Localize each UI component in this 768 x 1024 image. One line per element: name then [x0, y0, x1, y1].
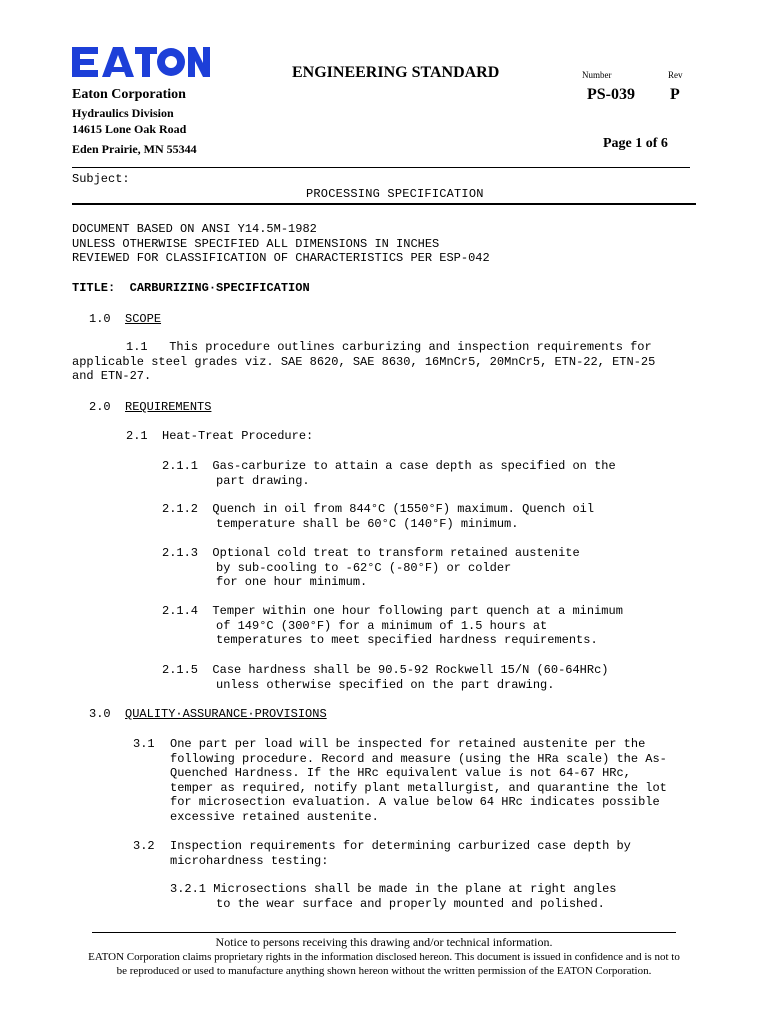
clause-number: 2.1.5: [162, 663, 199, 677]
clause-line: for one hour minimum.: [216, 575, 368, 590]
spec-title: [72, 281, 310, 296]
clause-2-1-1: [162, 459, 616, 488]
footer-divider: [92, 932, 676, 933]
subject-value: PROCESSING SPECIFICATION: [306, 187, 484, 201]
document-type-title: ENGINEERING STANDARD: [292, 64, 500, 81]
header-divider: [72, 167, 690, 168]
clause-line: Quenched Hardness. If the HRc equivalent value is not 64-67 HRc,: [170, 766, 631, 781]
company-address: [72, 105, 197, 157]
footer-notice: Notice to persons receiving this drawing and/or technical information.: [215, 935, 553, 949]
rev-label: Rev: [668, 70, 683, 80]
section-heading-quality: [89, 707, 327, 722]
paragraph-line: This procedure outlines carburizing and inspection requirements for: [169, 340, 652, 354]
clause-line: Inspection requirements for determining carburized case depth by: [170, 839, 631, 853]
clause-2-1-2: [162, 502, 594, 531]
subject-label: Subject:: [72, 172, 130, 186]
division-name: Hydraulics Division: [72, 106, 174, 120]
section-number: 1.0: [89, 312, 111, 326]
preamble-line: UNLESS OTHERWISE SPECIFIED ALL DIMENSIONS IN INCHES: [72, 236, 440, 251]
clause-line: microhardness testing:: [170, 853, 329, 868]
clause-line: Temper within one hour following part quench at a minimum: [212, 604, 623, 618]
clause-number: 2.1.4: [162, 604, 199, 618]
preamble-line: REVIEWED FOR CLASSIFICATION OF CHARACTERISTICS PER ESP-042: [72, 251, 490, 266]
title-value: CARBURIZING·SPECIFICATION: [129, 281, 310, 295]
section-title: QUALITY·ASSURANCE·PROVISIONS: [125, 707, 327, 721]
subject-divider: [72, 203, 696, 205]
subsection-heat-treat: 2.1 Heat-Treat Procedure:: [126, 429, 314, 443]
clause-2-1-5: [162, 663, 609, 692]
page-indicator: Page 1 of 6: [603, 136, 668, 151]
clause-line: Gas-carburize to attain a case depth as specified on the: [212, 459, 616, 473]
clause-line: for microsection evaluation. A value below 64 HRc indicates possible: [170, 795, 660, 810]
clause-line: of 149°C (300°F) for a minimum of 1.5 hours at: [216, 618, 548, 633]
clause-3-2: [170, 839, 631, 868]
footer-proprietary: EATON Corporation claims proprietary rights in the information disclosed hereon. This document is issued in confidence and is not to: [88, 951, 680, 963]
title-label: TITLE:: [72, 281, 116, 295]
clause-number: 2.1.2: [162, 502, 199, 516]
clause-2-1-3: [162, 546, 580, 590]
street-address: 14615 Lone Oak Road: [72, 122, 187, 136]
paragraph-1-1: [72, 340, 696, 384]
clause-3-2-number: 3.2: [133, 839, 155, 853]
preamble-line: DOCUMENT BASED ON ANSI Y14.5M-1982: [72, 222, 317, 236]
clause-number: 2.1.3: [162, 546, 199, 560]
section-title: REQUIREMENTS: [125, 400, 212, 414]
clause-3-1: [170, 737, 696, 825]
section-number: 2.0: [89, 400, 111, 414]
clause-line: following procedure. Record and measure (using the HRa scale) the As-: [170, 751, 667, 766]
clause-line: temperature shall be 60°C (140°F) minimum.: [216, 516, 519, 531]
section-heading-scope: [89, 312, 161, 327]
eaton-logo: [72, 45, 210, 79]
clause-line: Quench in oil from 844°C (1550°F) maximum. Quench oil: [212, 502, 595, 516]
clause-line: temperatures to meet specified hardness requirements.: [216, 633, 598, 648]
clause-line: One part per load will be inspected for retained austenite per the: [170, 737, 646, 751]
clause-line: by sub-cooling to -62°C (-80°F) or colder: [216, 560, 512, 575]
city-address: Eden Prairie, MN 55344: [72, 142, 197, 156]
paragraph-line: applicable steel grades viz. SAE 8620, SAE 8630, 16MnCr5, 20MnCr5, ETN-22, ETN-25: [72, 354, 656, 369]
clause-line: to the wear surface and properly mounted and polished.: [216, 896, 605, 911]
clause-line: excessive retained austenite.: [170, 809, 379, 824]
document-number: PS-039: [587, 86, 635, 103]
clause-3-1-number: 3.1: [133, 737, 155, 751]
footer-restriction: be reproduced or used to manufacture anything shown hereon without the written permission of the EATON Corporation.: [116, 965, 652, 977]
clause-line: part drawing.: [216, 473, 310, 488]
clause-number: 2.1.1: [162, 459, 199, 473]
paragraph-line: and ETN-27.: [72, 369, 152, 384]
revision-value: P: [670, 86, 680, 103]
clause-line: temper as required, notify plant metallurgist, and quarantine the lot: [170, 780, 667, 795]
clause-2-1-4: [162, 604, 623, 648]
clause-3-2-1: [170, 882, 616, 911]
section-heading-requirements: [89, 400, 211, 415]
clause-line: unless otherwise specified on the part drawing.: [216, 677, 555, 692]
company-name: Eaton Corporation: [72, 87, 186, 102]
clause-line: Microsections shall be made in the plane at right angles: [213, 882, 617, 896]
clause-number: 1.1: [126, 340, 148, 354]
clause-line: Case hardness shall be 90.5-92 Rockwell 15/N (60-64HRc): [212, 663, 609, 677]
clause-number: 3.2.1: [170, 882, 207, 896]
section-title: SCOPE: [125, 312, 162, 326]
clause-line: Optional cold treat to transform retained austenite: [212, 546, 580, 560]
number-label: Number: [582, 70, 612, 80]
preamble: [72, 222, 490, 266]
section-number: 3.0: [89, 707, 111, 721]
